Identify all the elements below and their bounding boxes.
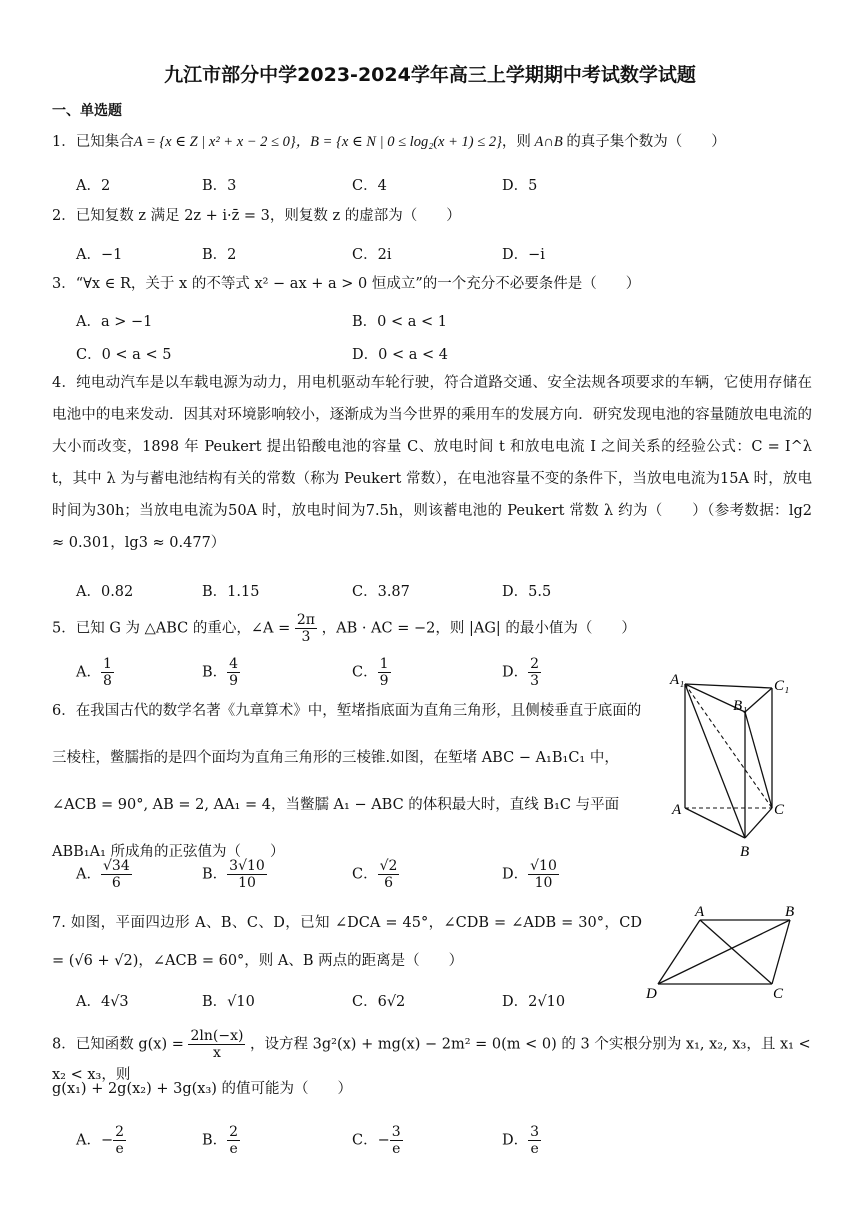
section-heading: 一、单选题: [52, 103, 122, 119]
q5-option-c[interactable]: C． $\frac{1}{9}$: [352, 656, 389, 689]
angle-fraction: $\frac{2\pi}{3}$: [296, 612, 315, 645]
q2-option-a[interactable]: A．−1: [76, 247, 123, 263]
page-title: 九江市部分中学2023-2024学年高三上学期期中考试数学试题: [164, 64, 696, 86]
label-a: A: [695, 904, 705, 920]
question-1: 1．已知集合A = {x ∈ Z | x² + x − 2 ≤ 0}，B = {x ∈ N | 0 ≤ log₂(x + 1) ≤ 2}，则 A∩B 的真子集个数为（ ）: [52, 134, 726, 150]
q1-option-b[interactable]: B．3: [202, 178, 237, 194]
q4-option-b[interactable]: B．1.15: [202, 584, 260, 600]
quadrilateral-figure: [640, 902, 810, 1006]
q6-option-a[interactable]: A． $\frac{√34}{6}$: [76, 858, 130, 891]
question-2: 2．已知复数 z 满足 2z + i·z̄ = 3，则复数 z 的虚部为（ ）: [52, 208, 461, 224]
q3-option-c[interactable]: C．0 < a < 5: [76, 347, 172, 363]
q1-option-a[interactable]: A．2: [76, 178, 111, 194]
q2-option-b[interactable]: B．2: [202, 247, 237, 263]
q8-option-d[interactable]: D． $\frac{3}{e}$: [502, 1124, 540, 1157]
label-b: B: [785, 904, 795, 920]
label-b1: B₁: [733, 698, 748, 714]
q7-option-a[interactable]: A．4√3: [76, 994, 129, 1010]
question-6: 6．在我国古代的数学名著《九章算术》中，堑堵指底面为直角三角形，且侧棱垂直于底面的三棱柱，鳖臑指的是四个面均为直角三角形的三棱锥.如图，在堑堵 ABC − A₁B₁C₁ 中，∠ACB = 90°, AB = 2, AA₁ = 4，当鳖臑 A₁ − ABC 的体积最大时，直线 B₁C 与平面 ABB₁A₁ 所成角的正弦值为（ ）: [52, 703, 642, 860]
q6-option-b[interactable]: B． $\frac{3√10}{10}$: [202, 858, 265, 891]
q2-option-d[interactable]: D．−i: [502, 247, 545, 263]
q7-option-b[interactable]: B．√10: [202, 994, 255, 1010]
q4-option-c[interactable]: C．3.87: [352, 584, 410, 600]
q6-option-c[interactable]: C． $\frac{√2}{6}$: [352, 858, 398, 891]
q2-option-c[interactable]: C．2i: [352, 247, 392, 263]
label-c1: C₁: [774, 678, 790, 694]
question-8: 8．已知函数 g(x) = $\frac{2\ln(-x)}{x}$ ，设方程 3g²(x) + mg(x) − 2m² = 0(m < 0) 的 3 个实根分别为 x₁, x₂, x₃，且 x₁ < x₂ < x₃，则: [52, 1028, 811, 1083]
label-d: D: [646, 986, 657, 1002]
q3-option-d[interactable]: D．0 < a < 4: [352, 347, 448, 363]
q3-option-a[interactable]: A．a > −1: [76, 314, 153, 330]
label-a: A: [672, 802, 682, 818]
q7-option-c[interactable]: C．6√2: [352, 994, 406, 1010]
q5-option-a[interactable]: A． $\frac{1}{8}$: [76, 656, 112, 689]
q4-option-a[interactable]: A．0.82: [76, 584, 134, 600]
q8-option-a[interactable]: A．− $\frac{2}{e}$: [76, 1124, 125, 1157]
label-a1: A₁: [670, 672, 685, 688]
question-7: 7. 如图，平面四边形 A、B、C、D，已知 ∠DCA = 45°，∠CDB = ∠ADB = 30°，CD = (√6 + √2)，∠ACB = 60°，则 A、B 两点的距离是（ ）: [52, 915, 642, 969]
label-c: C: [773, 986, 784, 1002]
q6-option-d[interactable]: D． $\frac{√10}{10}$: [502, 858, 557, 891]
question-3: 3．“∀x ∈ R，关于 x 的不等式 x² − ax + a > 0 恒成立”的一个充分不必要条件是（ ）: [52, 276, 641, 292]
q8-option-b[interactable]: B． $\frac{2}{e}$: [202, 1124, 239, 1157]
q8-option-c[interactable]: C．− $\frac{3}{e}$: [352, 1124, 401, 1157]
q5-option-b[interactable]: B． $\frac{4}{9}$: [202, 656, 239, 689]
question-4: 4．纯电动汽车是以车载电源为动力，用电机驱动车轮行驶，符合道路交通、安全法规各项要求的车辆，它使用存储在电池中的电来发动．因其对环境影响较小，逐渐成为当今世界的乘用车的发展方向．研究发现电池的容量随放电电流的大小而改变，1898 年 Peukert 提出铅酸电池的容量 C、放电时间 t 和放电电流 I 之间关系的经验公式：C = I^λ t，其中 λ 为与蓄电池结构有关的常数（称为 Peukert 常数），在电池容量不变的条件下，当放电电流为15A 时，放电时间为30h；当放电电流为50A 时，放电时间为7.5h，则该蓄电池的 Peukert 常数 λ 约为（ ）（参考数据：lg2 ≈ 0.301，lg3 ≈ 0.477）: [52, 375, 812, 551]
function-fraction: $\frac{2\ln(-x)}{x}$: [190, 1028, 244, 1061]
q5-option-d[interactable]: D． $\frac{2}{3}$: [502, 656, 540, 689]
label-b: B: [740, 844, 750, 860]
label-c: C: [774, 802, 785, 818]
q1-option-c[interactable]: C．4: [352, 178, 387, 194]
prism-figure: [660, 670, 800, 864]
question-8-line2: g(x₁) + 2g(x₂) + 3g(x₃) 的值可能为（ ）: [52, 1081, 353, 1097]
question-5: 5．已知 G 为 △ABC 的重心，∠A = $\frac{2\pi}{3}$ ，AB · AC = −2，则 |AG| 的最小值为（ ）: [52, 612, 636, 645]
q1-option-d[interactable]: D．5: [502, 178, 538, 194]
q3-option-b[interactable]: B．0 < a < 1: [352, 314, 447, 330]
q7-option-d[interactable]: D．2√10: [502, 994, 566, 1010]
q4-option-d[interactable]: D．5.5: [502, 584, 552, 600]
